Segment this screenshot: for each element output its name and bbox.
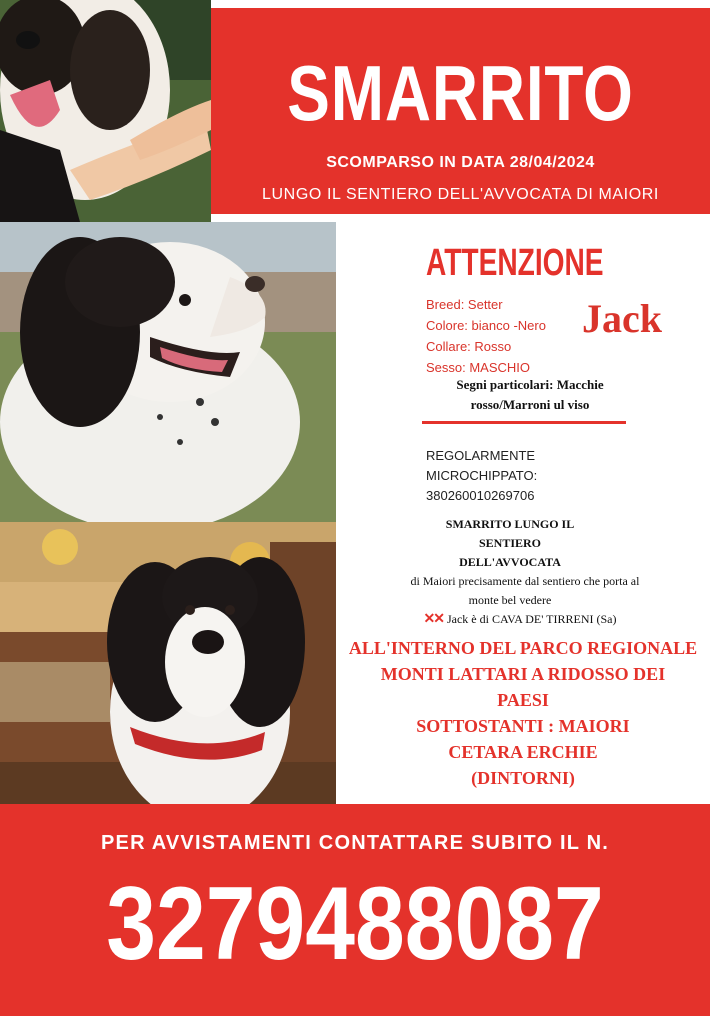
- park-line: ALL'INTERNO DEL PARCO REGIONALE: [348, 638, 698, 658]
- dog-photo-top-image: [0, 0, 211, 222]
- marks-line: Segni particolari: Macchie: [456, 377, 604, 392]
- dog-photo-top: [0, 0, 211, 222]
- divider: [422, 421, 626, 424]
- lost-description-line: SENTIERO: [478, 536, 542, 550]
- lost-description-line: SMARRITO LUNGO IL: [445, 517, 575, 531]
- lost-description-line: DELL'AVVOCATA: [459, 555, 561, 569]
- dog-photo-indoor: [0, 522, 336, 804]
- contact-instruction: PER AVVISTAMENTI CONTATTARE SUBITO IL N.: [100, 832, 609, 854]
- dog-photo-indoor-image: [0, 522, 336, 804]
- contact-banner: [0, 804, 710, 1016]
- breed-line: Breed: Setter: [426, 297, 503, 312]
- missing-location: LUNGO IL SENTIERO DELL'AVVOCATA DI MAIORI: [262, 186, 659, 203]
- dog-origin: [370, 610, 670, 629]
- park-line: PAESI: [497, 690, 549, 710]
- marks-line: rosso/Marroni ul viso: [470, 397, 590, 412]
- missing-date: SCOMPARSO IN DATA 28/04/2024: [326, 154, 595, 171]
- park-line: CETARA ERCHIE: [448, 742, 598, 762]
- park-line: MONTI LATTARI A RIDOSSO DEI: [380, 664, 666, 684]
- color-line: Colore: bianco -Nero: [426, 318, 546, 333]
- poster-title: SMARRITO: [287, 49, 634, 137]
- lost-description-line: monte bel vedere: [468, 593, 552, 607]
- attention-heading: ATTENZIONE: [426, 242, 604, 284]
- sex-line: Sesso: MASCHIO: [426, 360, 531, 375]
- header-banner: [211, 8, 710, 214]
- park-line: (DINTORNI): [471, 768, 575, 788]
- cross-marks-icon: ✕✕: [423, 612, 443, 627]
- contact-phone-number[interactable]: 3279488087: [106, 866, 604, 982]
- lost-description-line: di Maiori precisamente dal sentiero che porta al: [410, 574, 640, 588]
- dog-name: Jack: [582, 296, 662, 341]
- dog-photo-profile-image: [0, 222, 336, 522]
- park-line: SOTTOSTANTI : MAIORI: [416, 716, 630, 736]
- collar-line: Collare: Rosso: [426, 339, 512, 354]
- dog-photo-profile: [0, 222, 336, 522]
- distinctive-marks: [420, 375, 640, 415]
- microchip-line: MICROCHIPPATO:: [426, 468, 538, 483]
- dog-origin-text: Jack è di CAVA DE' TIRRENI (Sa): [446, 612, 617, 626]
- microchip-number: 380260010269706: [426, 488, 535, 503]
- microchip-line: REGOLARMENTE: [426, 448, 536, 463]
